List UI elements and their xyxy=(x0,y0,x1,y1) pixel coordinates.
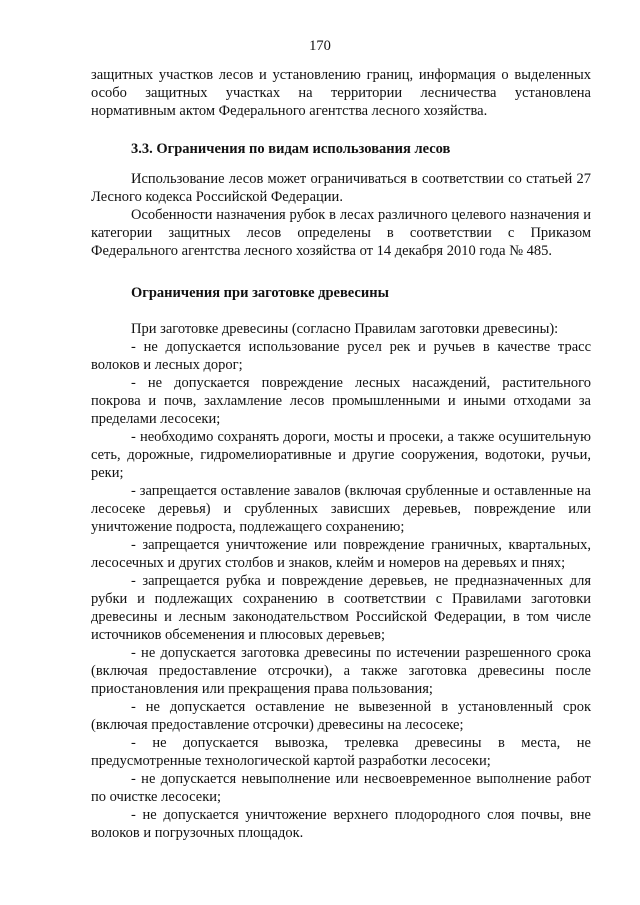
list-item: - не допускается вывозка, трелевка древесины в места, не предусмотренные технологической картой разработки лесосеки; xyxy=(91,735,591,769)
intro-paragraph: защитных участков лесов и установлению границ, информация о выделенных особо защитных участках на территории лесничества установлена нормативным актом Федерального агентства лесного хозяйства. xyxy=(91,67,591,119)
list-item: - запрещается оставление завалов (включая срубленные и оставленные на лесосеке деревья) и срубленных зависших деревьев, повреждение или уничтожение подроста, подлежащего сохранению; xyxy=(91,483,591,535)
list-item: - не допускается использование русел рек и ручьев в качестве трасс волоков и лесных дорог; xyxy=(91,339,591,373)
list-item: - не допускается невыполнение или несвоевременное выполнение работ по очистке лесосеки; xyxy=(91,771,591,805)
list-item: - запрещается уничтожение или повреждение граничных, квартальных, лесосечных и других столбов и знаков, клейм и номеров на деревьях и пнях; xyxy=(91,537,591,571)
list-intro: При заготовке древесины (согласно Правилам заготовки древесины): xyxy=(131,321,559,337)
page-number: 170 xyxy=(309,38,331,54)
page-content xyxy=(91,66,591,842)
list-item: - не допускается заготовка древесины по истечении разрешенного срока (включая предоставление отсрочки), а также заготовка древесины после приостановления или прекращения права пользования; xyxy=(91,645,591,697)
list-item: - запрещается рубка и повреждение деревьев, не предназначенных для рубки и подлежащих сохранению в соответствии с Правилами заготовки древесины и лесным законодательством Российской Федерации, в том числе источников обсеменения и плюсовых деревьев; xyxy=(91,573,591,643)
list-item: - не допускается повреждение лесных насаждений, растительного покрова и почв, захламление лесов промышленными и иными отходами за пределами лесосеки; xyxy=(91,375,591,427)
section-paragraph: Использование лесов может ограничиваться в соответствии со статьей 27 Лесного кодекса Российской Федерации. xyxy=(91,171,591,205)
list-item: - необходимо сохранять дороги, мосты и просеки, а также осушительную сеть, дорожные, гидромелиоративные и другие сооружения, водотоки, ручьи, реки; xyxy=(91,429,591,481)
section-paragraph: Особенности назначения рубок в лесах различного целевого назначения и категории защитных лесов определены в соответствии с Приказом Федерального агентства лесного хозяйства от 14 декабря 2010 года № 485. xyxy=(91,207,591,259)
list-item: - не допускается уничтожение верхнего плодородного слоя почвы, вне волоков и погрузочных площадок. xyxy=(91,807,591,841)
section-heading: 3.3. Ограничения по видам использования лесов xyxy=(131,141,451,157)
sub-heading: Ограничения при заготовке древесины xyxy=(131,285,389,301)
list-item: - не допускается оставление не вывезенной в установленный срок (включая предоставление отсрочки) древесины на лесосеке; xyxy=(91,699,591,733)
